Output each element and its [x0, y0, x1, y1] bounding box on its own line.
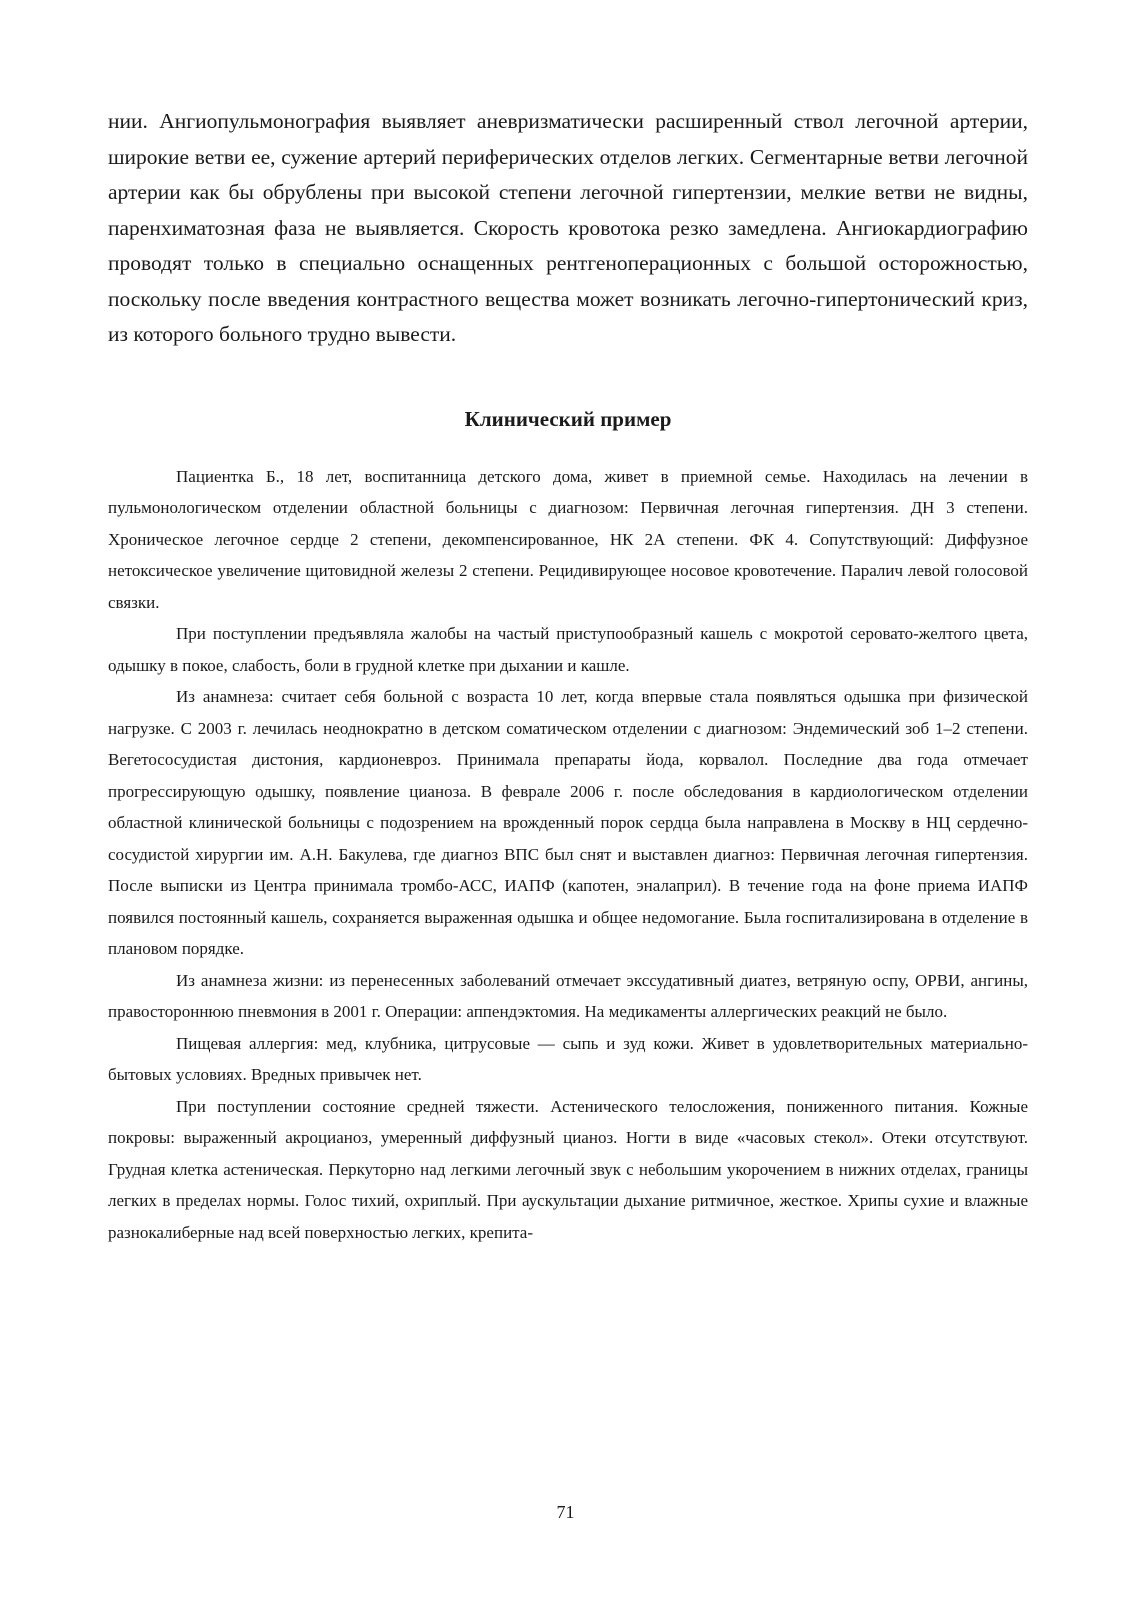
- page-number: 71: [556, 1502, 575, 1522]
- case-paragraph-status: При поступлении состояние средней тяжести. Астенического телосложения, пониженного питания. Кожные покровы: выраженный акроцианоз, умеренный диффузный цианоз. Ногти в виде «часовых стекол». Отеки отсутствуют. Грудная клетка астеническая. Перкуторно над легкими легочный звук с небольшим укорочением в нижних отделах, границы легких в пределах нормы. Голос тихий, охриплый. При аускультации дыхание ритмичное, жесткое. Хрипы сухие и влажные разнокалиберные над всей поверхностью легких, крепита-: [108, 1096, 1028, 1242]
- case-paragraph-complaints: При поступлении предъявляла жалобы на частый приступообразный кашель с мокротой серовато-желтого цвета, одышку в покое, слабость, боли в грудной клетке при дыхании и кашле.: [108, 624, 1028, 675]
- case-paragraph-allergy: Пищевая аллергия: мед, клубника, цитрусовые — сыпь и зуд кожи. Живет в удовлетворительных материально-бытовых условиях. Вредных привычек нет.: [108, 1033, 1028, 1084]
- case-paragraph-life-history: Из анамнеза жизни: из перенесенных заболеваний отмечает экссудативный диатез, ветряную оспу, ОРВИ, ангины, правостороннюю пневмония в 2001 г. Операции: аппендэктомия. На медикаменты аллергических реакций не было.: [108, 970, 1028, 1021]
- intro-paragraph: нии. Ангиопульмонография выявляет аневризматически расширенный ствол легочной артерии, широкие ветви ее, сужение артерий периферических отделов легких. Сегментарные ветви легочной артерии как бы обрублены при высокой степени легочной гипертензии, мелкие ветви не видны, паренхиматозная фаза не выявляется. Скорость кровотока резко замедлена. Ангиокардиографию проводят только в специально оснащенных рентгеноперационных с большой осторожностью, поскольку после введения контрастного вещества может возникать легочно-гипертонический криз, из которого больного трудно вывести.: [108, 109, 1028, 346]
- clinical-case-body: [108, 461, 1028, 1249]
- page-content: [108, 104, 1028, 1248]
- section-heading: Клинический пример: [464, 406, 672, 431]
- case-paragraph-anamnesis: Из анамнеза: считает себя больной с возраста 10 лет, когда впервые стала появляться одышка при физической нагрузке. С 2003 г. лечилась неоднократно в детском соматическом отделении с диагнозом: Эндемический зоб 1–2 степени. Вегетососудистая дистония, кардионевроз. Принимала препараты йода, корвалол. Последние два года отмечает прогрессирующую одышку, появление цианоза. В феврале 2006 г. после обследования в кардиологическом отделении областной клинической больницы с подозрением на врожденный порок сердца была направлена в Москву в НЦ сердечно-сосудистой хирургии им. А.Н. Бакулева, где диагноз ВПС был снят и выставлен диагноз: Первичная легочная гипертензия. После выписки из Центра принимала тромбо-АСС, ИАПФ (капотен, эналаприл). В течение года на фоне приема ИАПФ появился постоянный кашель, сохраняется выраженная одышка и общее недомогание. Была госпитализирована в отделение в плановом порядке.: [108, 687, 1028, 958]
- case-paragraph-diagnosis: Пациентка Б., 18 лет, воспитанница детского дома, живет в приемной семье. Находилась на лечении в пульмонологическом отделении областной больницы с диагнозом: Первичная легочная гипертензия. ДН 3 степени. Хроническое легочное сердце 2 степени, декомпенсированное, НК 2А степени. ФК 4. Сопутствующий: Диффузное нетоксическое увеличение щитовидной железы 2 степени. Рецидивирующее носовое кровотечение. Паралич левой голосовой связки.: [108, 466, 1028, 612]
